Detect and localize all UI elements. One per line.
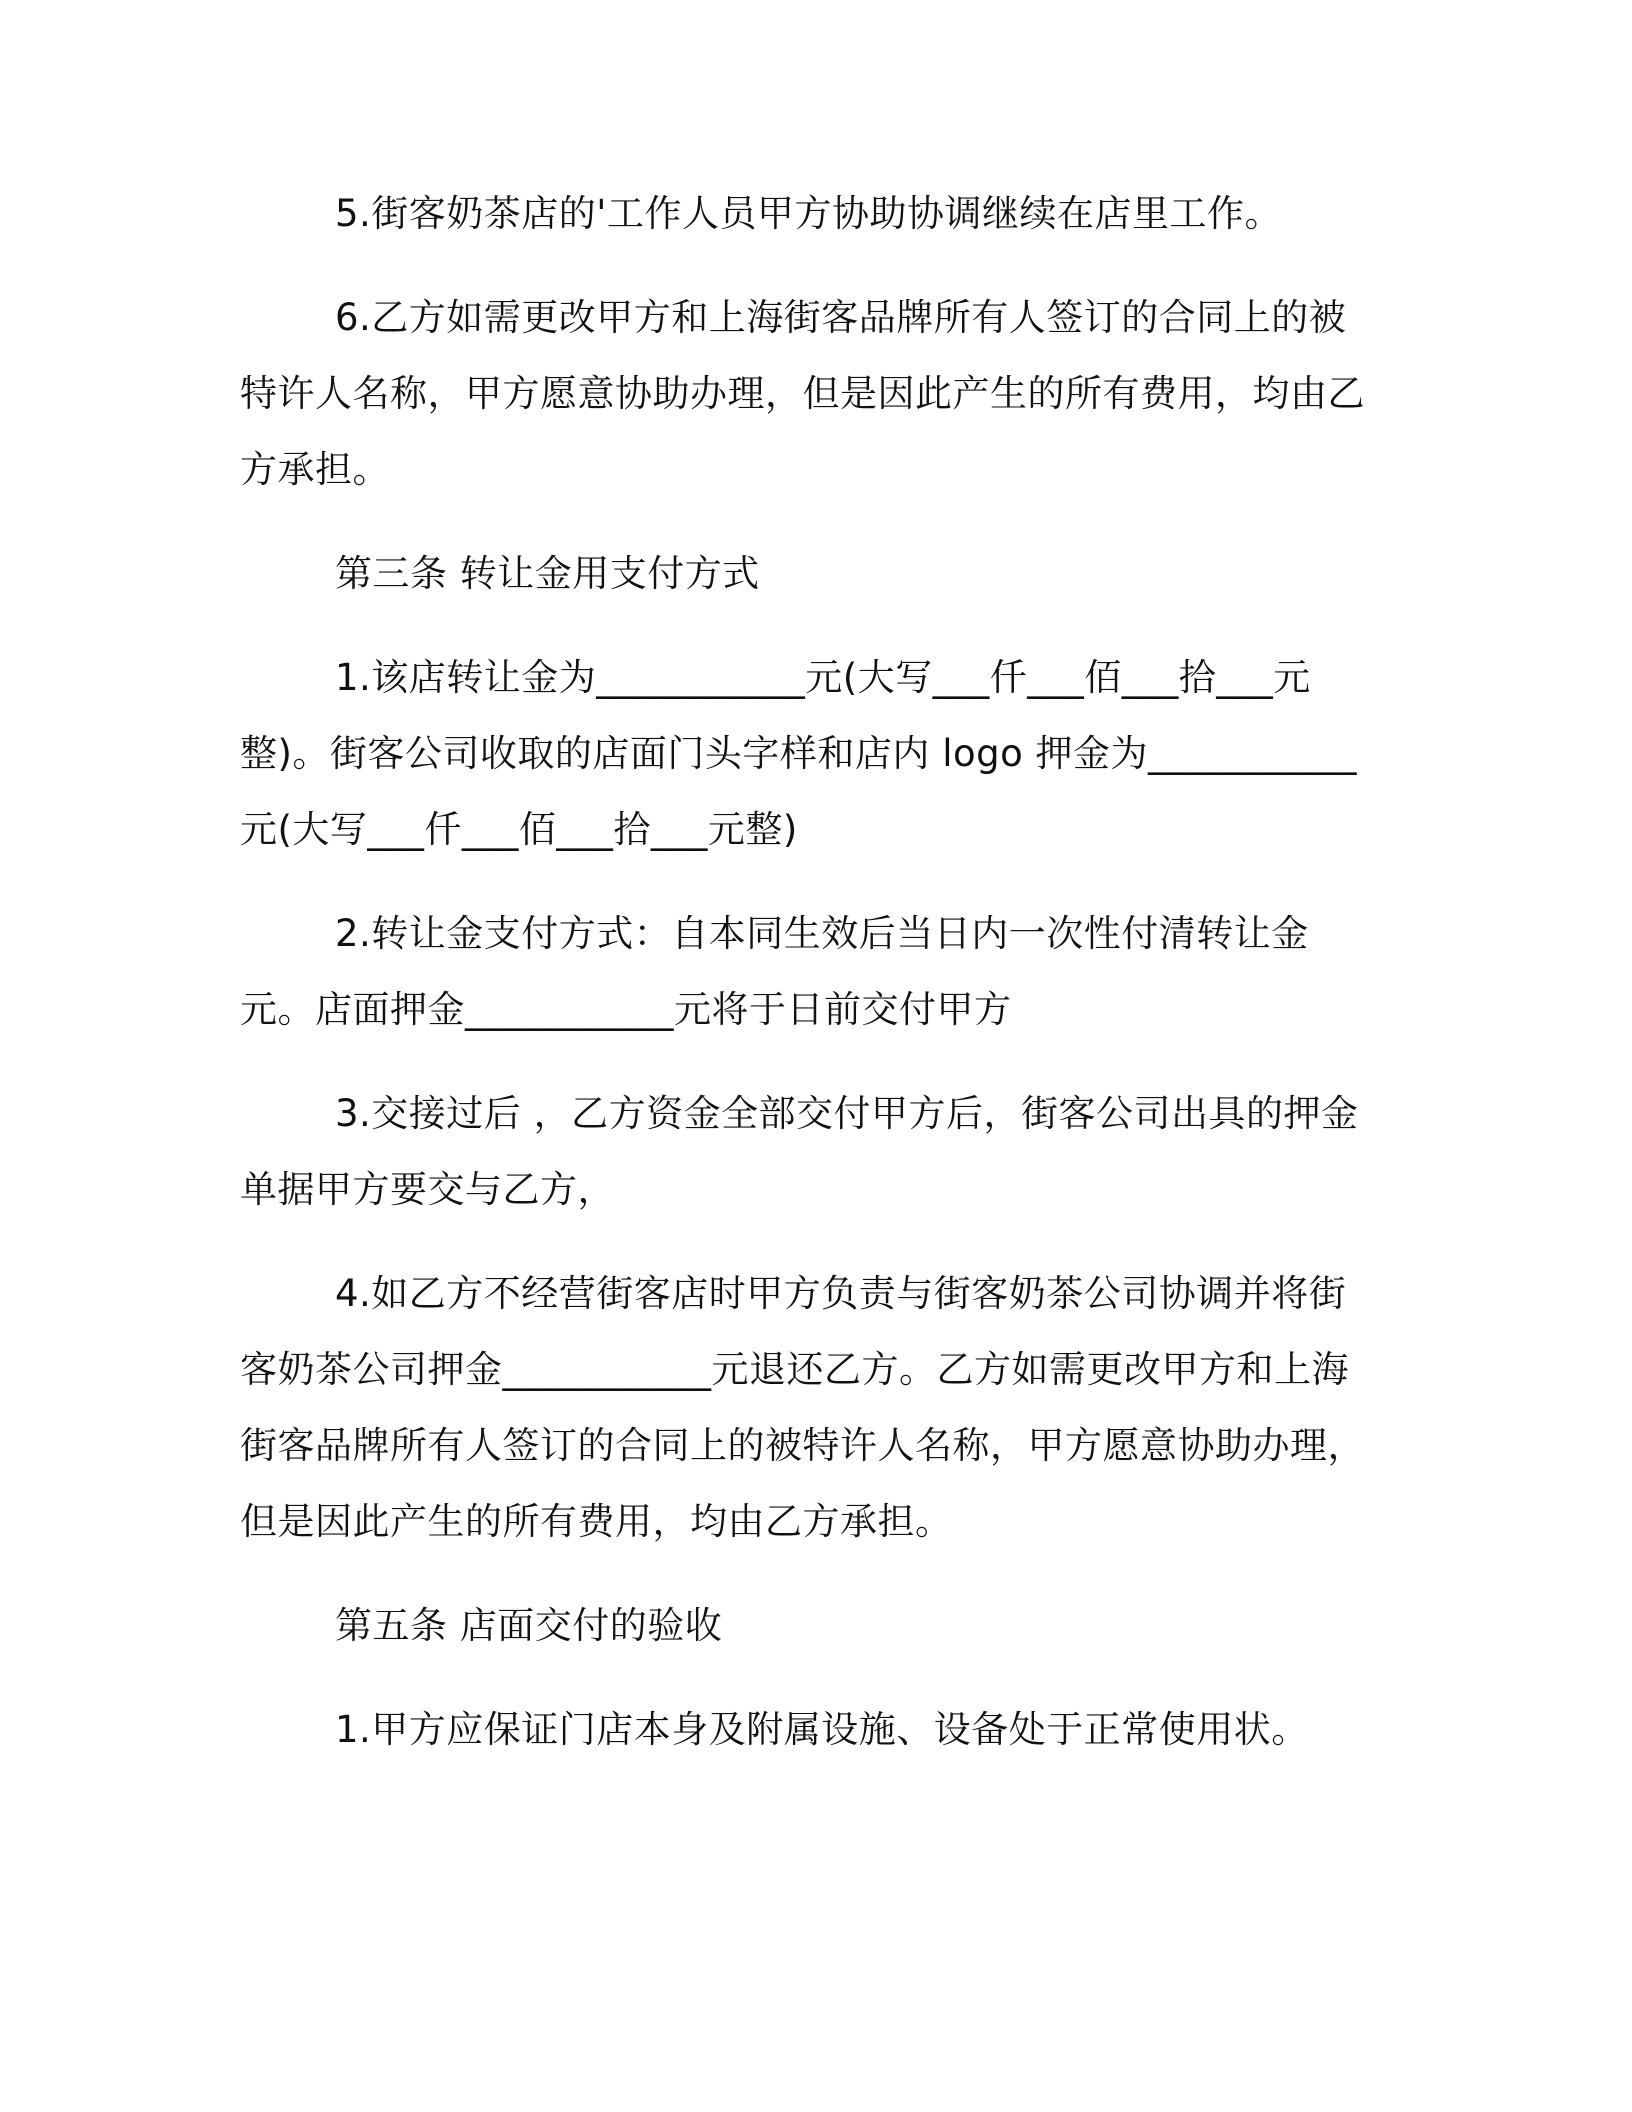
article-3-item-2: 2.转让金支付方式：自本同生效后当日内一次性付清转让金 元。店面押金___________元将于日前交付甲方 <box>240 912 1309 1031</box>
clause-item-5: 5.街客奶茶店的'工作人员甲方协助协调继续在店里工作。 <box>335 192 1282 235</box>
article-5-item-1: 1.甲方应保证门店本身及附属设施、设备处于正常使用状。 <box>335 1708 1309 1751</box>
document-body <box>240 176 1380 1796</box>
article-3-heading: 第三条 转让金用支付方式 <box>335 552 760 595</box>
article-3-item-3: 3.交接过后 ，乙方资金全部交付甲方后，街客公司出具的押金单据甲方要交与乙方， <box>240 1092 1359 1211</box>
clause-item-6: 6.乙方如需更改甲方和上海街客品牌所有人签订的合同上的被特许人名称，甲方愿意协助办理，但是因此产生的所有费用，均由乙方承担。 <box>240 296 1365 491</box>
article-5-heading: 第五条 店面交付的验收 <box>335 1604 723 1647</box>
article-3-item-1: 1.该店转让金为___________元(大写___仟___佰___拾___元整)。街客公司收取的店面门头字样和店内 logo 押金为___________元(大写___仟___佰___拾___元整) <box>240 656 1357 851</box>
article-3-item-4: 4.如乙方不经营街客店时甲方负责与街客奶茶公司协调并将街客奶茶公司押金___________元退还乙方。乙方如需更改甲方和上海街客品牌所有人签订的合同上的被特许人名称，甲方愿意协助办理，但是因此产生的所有费用，均由乙方承担。 <box>240 1272 1365 1543</box>
